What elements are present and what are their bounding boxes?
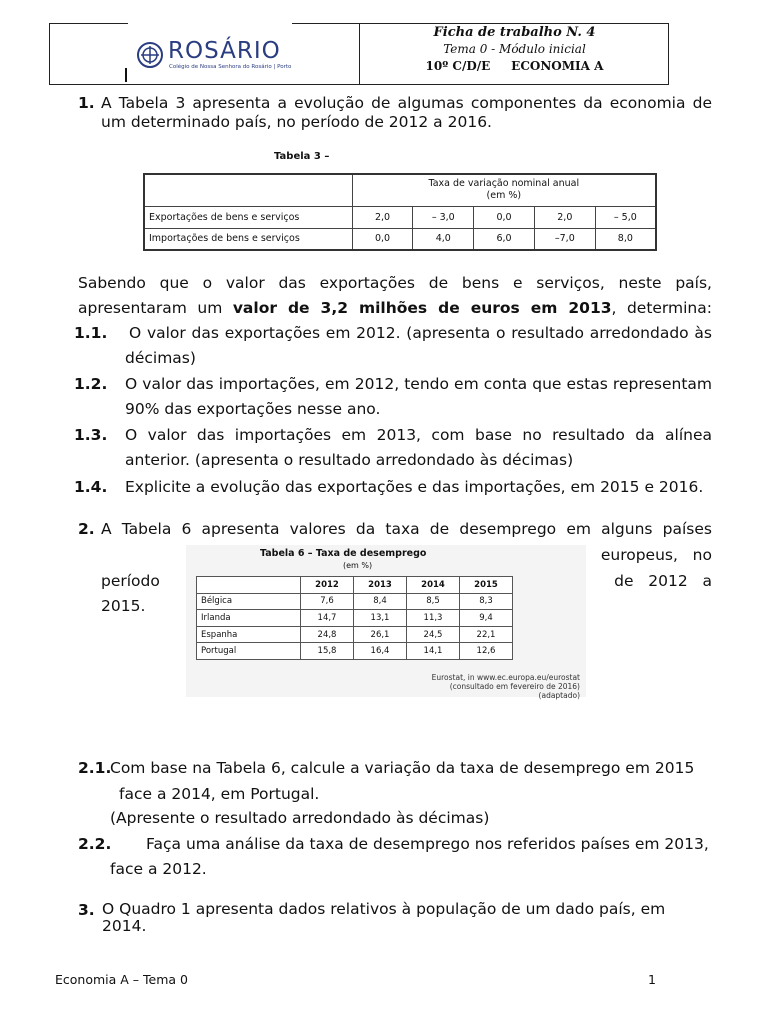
table-row: Exportações de bens e serviços 2,0 – 3,0 0,0 2,0 – 5,0 — [144, 206, 656, 228]
page-number: 1 — [648, 972, 656, 987]
q1-3-number: 1.3. — [74, 426, 108, 444]
q1-number: 1. — [78, 94, 95, 112]
logo-subtitle: Colégio de Nossa Senhora do Rosário | Porto — [169, 64, 292, 70]
q2-text-line3-right: de 2012 a — [614, 572, 712, 590]
q1-4-text: Explicite a evolução das exportações e das importações, em 2015 e 2016. — [125, 478, 704, 496]
q1-text-line2: um determinado país, no período de 2012 a 2016. — [101, 113, 492, 131]
q1-4-number: 1.4. — [74, 478, 108, 496]
table3-title: Tabela 3 – — [274, 151, 330, 162]
q2-text-line2: europeus, no — [600, 546, 712, 564]
q1-intro-line2: apresentaram um valor de 3,2 milhões de euros em 2013, determina: — [78, 299, 712, 317]
table-row: Espanha 24,8 26,1 24,5 22,1 — [197, 626, 513, 643]
q2-2-number: 2.2. — [78, 835, 112, 853]
footer-left: Economia A – Tema 0 — [55, 972, 188, 987]
q2-text-line3-left: período — [101, 572, 160, 590]
table6 — [196, 576, 513, 660]
table-row: Bélgica 7,6 8,4 8,5 8,3 — [197, 593, 513, 610]
q2-1-text: Com base na Tabela 6, calcule a variação da taxa de desemprego em 2015 — [110, 759, 695, 777]
q1-2-text2: 90% das exportações nesse ano. — [125, 400, 381, 418]
worksheet-title: Ficha de trabalho N. 4 — [433, 25, 596, 40]
q1-text-line1: A Tabela 3 apresenta a evolução de algumas componentes da economia de — [101, 94, 712, 112]
q1-2-text: O valor das importações, em 2012, tendo em conta que estas representam — [125, 375, 712, 393]
q2-number: 2. — [78, 520, 95, 538]
school-logo — [135, 38, 295, 74]
worksheet-class: 10º C/D/E ECONOMIA A — [425, 59, 604, 73]
q1-1-number: 1.1. — [74, 324, 108, 342]
table6-title: Tabela 6 – Taxa de desemprego — [260, 548, 427, 559]
table3-unit: (em %) — [486, 190, 522, 202]
q3-text-line2: 2014. — [102, 917, 147, 935]
table6-unit: (em %) — [343, 561, 373, 570]
q3-number: 3. — [78, 901, 95, 919]
worksheet-theme: Tema 0 - Módulo inicial — [443, 42, 586, 56]
table-row: Portugal 15,8 16,4 14,1 12,6 — [197, 643, 513, 660]
q2-text-line4: 2015. — [101, 597, 146, 615]
q2-2-text: Faça uma análise da taxa de desemprego nos referidos países em 2013, — [146, 835, 709, 853]
q2-1-text3: (Apresente o resultado arredondado às décimas) — [110, 809, 490, 827]
q2-1-number: 2.1. — [78, 759, 112, 777]
q1-1-text: O valor das exportações em 2012. (apresenta o resultado arredondado às — [129, 324, 712, 342]
q1-3-text: O valor das importações em 2013, com base no resultado da alínea — [125, 426, 712, 444]
q2-2-text2: face a 2012. — [110, 860, 207, 878]
table3 — [143, 173, 657, 251]
q1-intro-line1: Sabendo que o valor das exportações de bens e serviços, neste país, — [78, 274, 712, 292]
q1-1-text2: décimas) — [125, 349, 196, 367]
table3-header: Taxa de variação nominal anual — [428, 178, 580, 190]
header-box — [49, 23, 669, 85]
table-row: Irlanda 14,7 13,1 11,3 9,4 — [197, 610, 513, 627]
q3-text-line1: O Quadro 1 apresenta dados relativos à população de um dado país, em — [102, 900, 666, 918]
q1-3-text2: anterior. (apresenta o resultado arredondado às décimas) — [125, 451, 574, 469]
crest-icon — [135, 40, 165, 70]
q2-text-line1: A Tabela 6 apresenta valores da taxa de desemprego em alguns países — [101, 520, 712, 538]
table-header-row: 2012 2013 2014 2015 — [197, 577, 513, 594]
header-info — [360, 24, 669, 84]
logo-brand: ROSÁRIO — [168, 38, 281, 64]
q2-1-text2: face a 2014, em Portugal. — [119, 785, 320, 803]
table-row: Importações de bens e serviços 0,0 4,0 6,0 –7,0 8,0 — [144, 228, 656, 250]
q1-2-number: 1.2. — [74, 375, 108, 393]
table6-source: Eurostat, in www.ec.europa.eu/eurostat (consultado em fevereiro de 2016) (adaptado) — [431, 673, 580, 700]
